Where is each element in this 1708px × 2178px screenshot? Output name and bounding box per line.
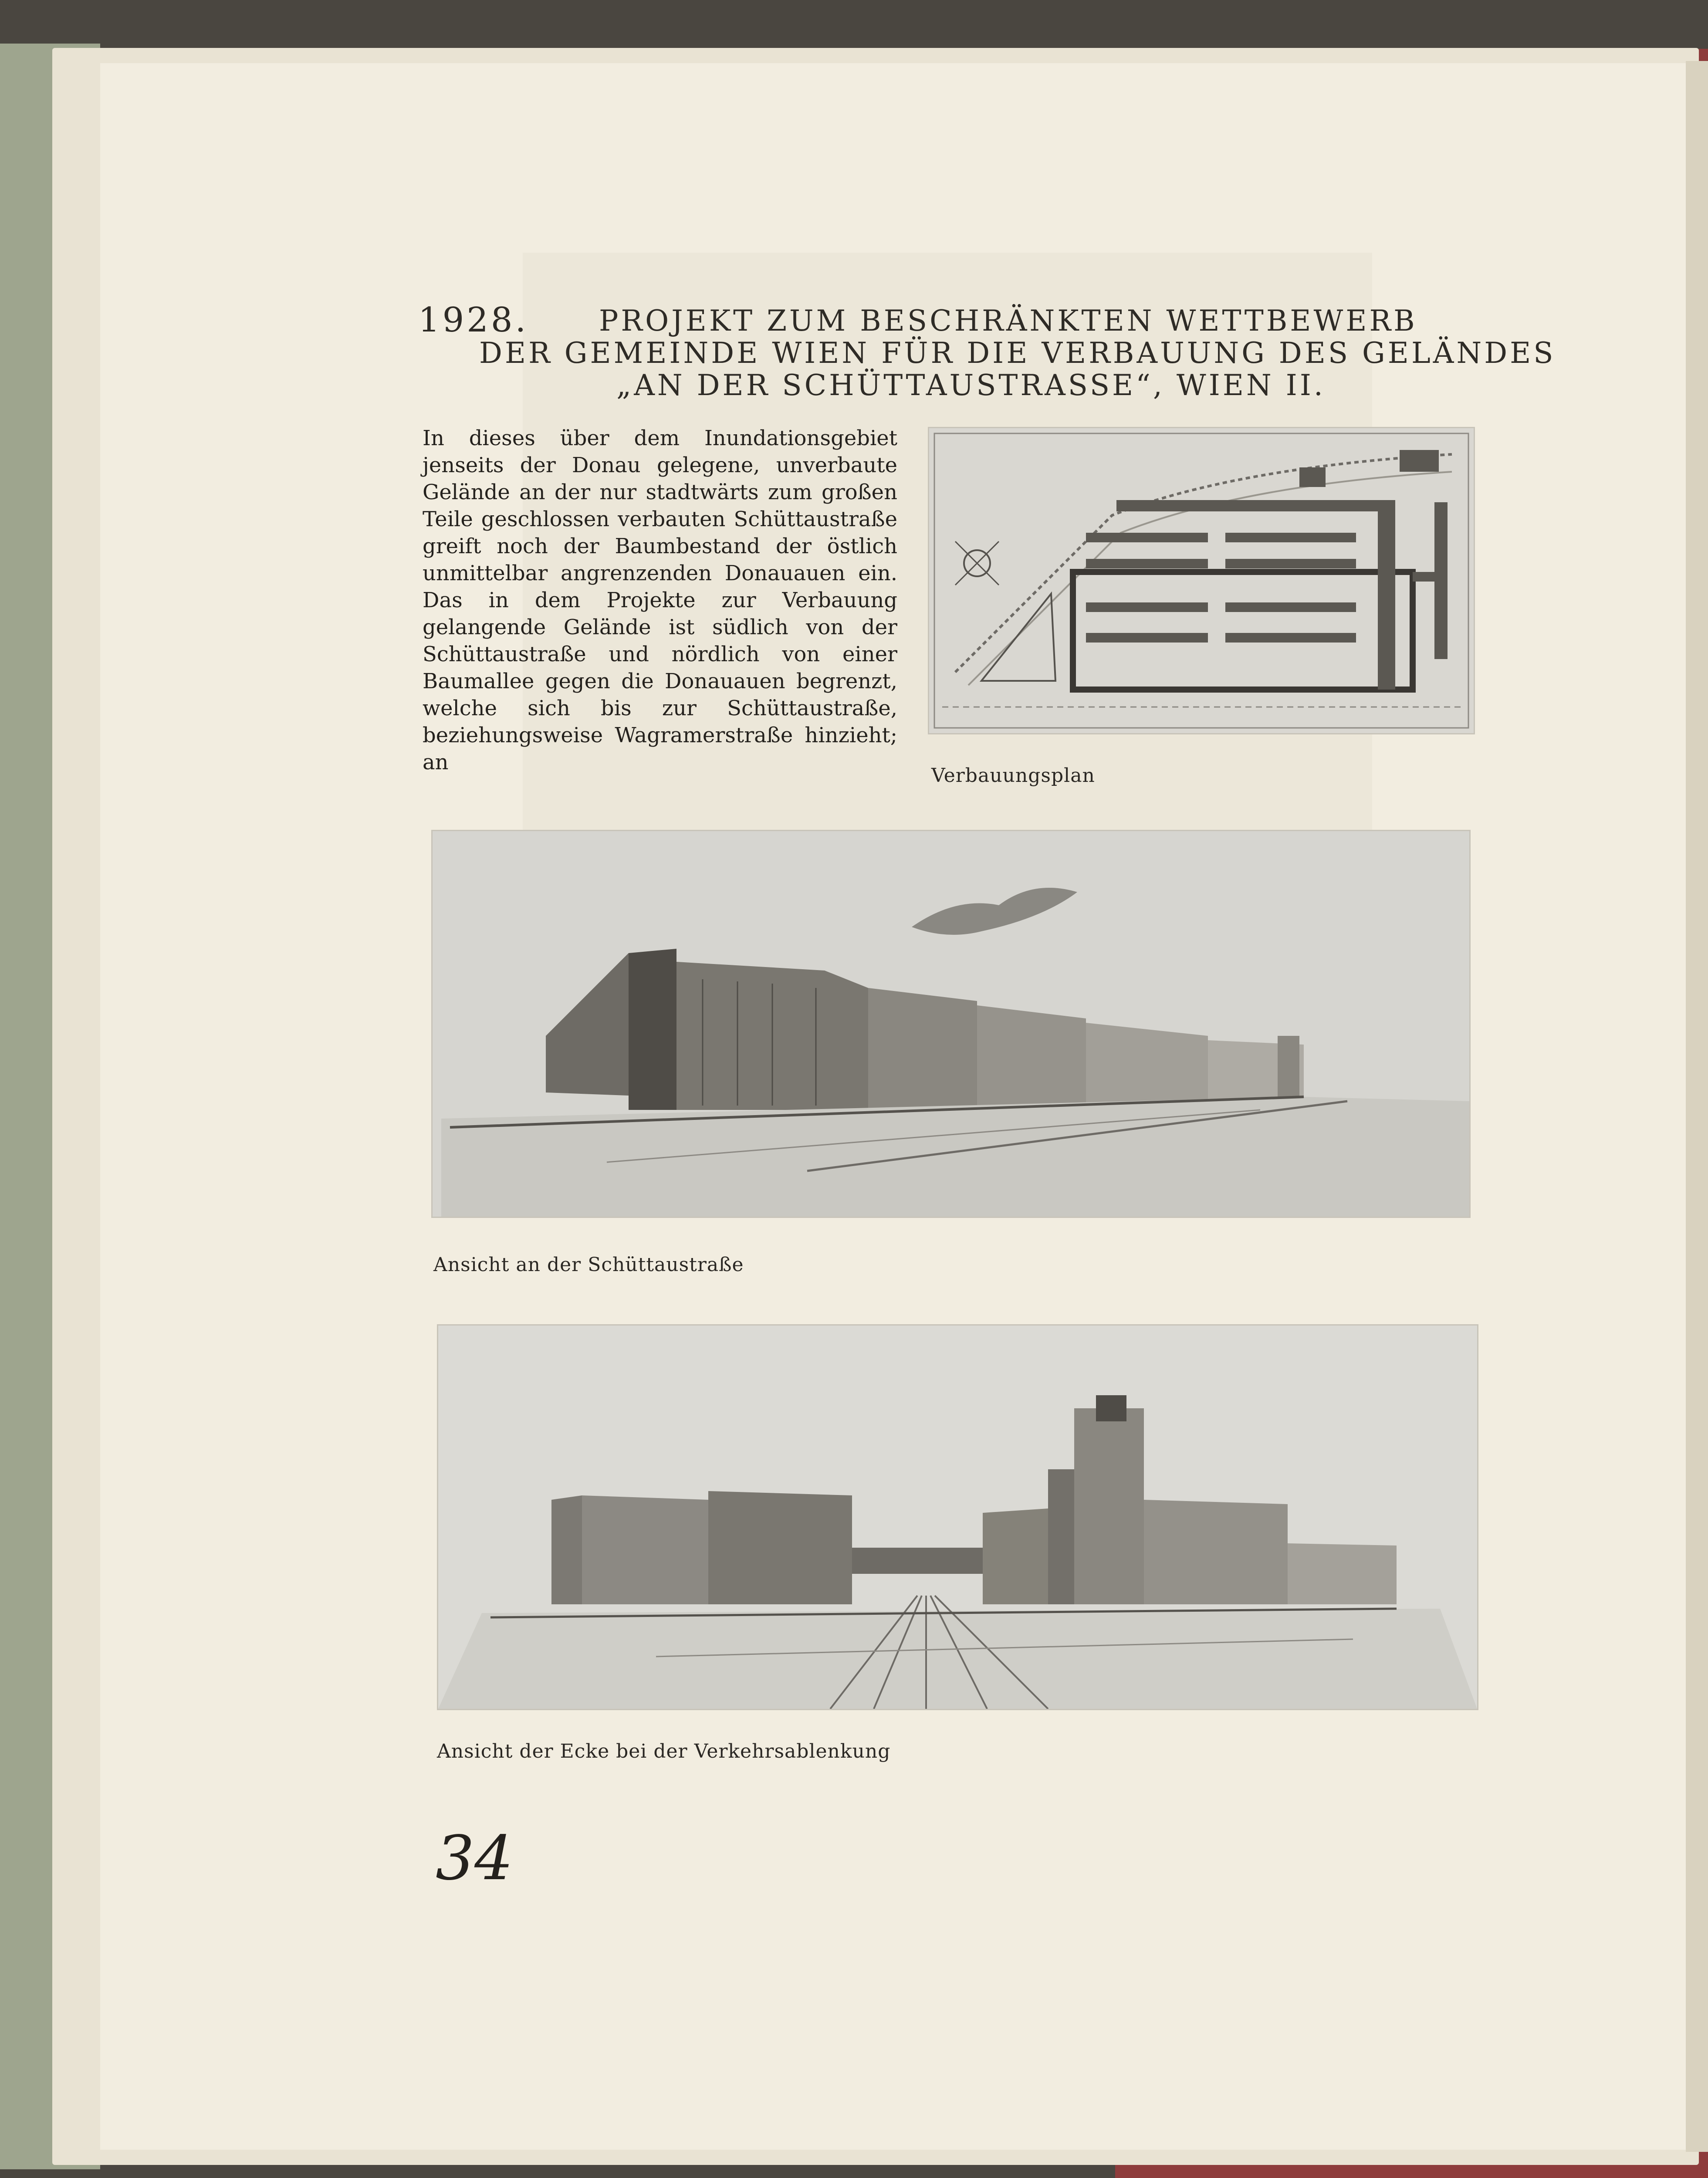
heading-line-2: DER GEMEINDE WIEN FÜR DIE VERBAUUNG DES GELÄNDES bbox=[479, 336, 1556, 370]
heading-line-1: PROJEKT ZUM BESCHRÄNKTEN WETTBEWERB bbox=[599, 304, 1417, 338]
heading-year: 1928. bbox=[418, 301, 529, 340]
page-number: 34 bbox=[436, 1823, 514, 1894]
corner-view-figure bbox=[437, 1324, 1478, 1710]
heading-line-3: „AN DER SCHÜTTAUSTRASSE“, WIEN II. bbox=[616, 369, 1326, 402]
street-view-caption: Ansicht an der Schüttaustraße bbox=[433, 1254, 744, 1276]
body-paragraph: In dieses über dem Inundationsgebiet jenseits der Donau gelegene, unverbaute Gelände an der nur stadtwärts zum großen Teile geschlossen verbauten Schüttaustraße greift noch der Baumbestand der östlich unmittelbar angrenzenden Donauauen ein. Das in dem Projekte zur Verbauung gelangende Gelände ist südlich von der Schüttaustraße und nördlich von einer Baumallee gegen die Donauauen begrenzt, welche sich bis zur Schüttaustraße, beziehungsweise Wagramerstraße hinzieht; an bbox=[423, 426, 897, 774]
site-plan-caption: Verbauungsplan bbox=[931, 764, 1095, 787]
corner-view-caption: Ansicht der Ecke bei der Verkehrsablenkung bbox=[437, 1740, 891, 1762]
site-plan-figure bbox=[928, 427, 1475, 734]
street-view-drawing bbox=[433, 831, 1469, 1217]
page-stack-right bbox=[1686, 61, 1708, 2152]
site-plan-drawing bbox=[929, 428, 1474, 733]
corner-view-drawing bbox=[438, 1326, 1477, 1709]
street-view-figure bbox=[431, 830, 1471, 1218]
